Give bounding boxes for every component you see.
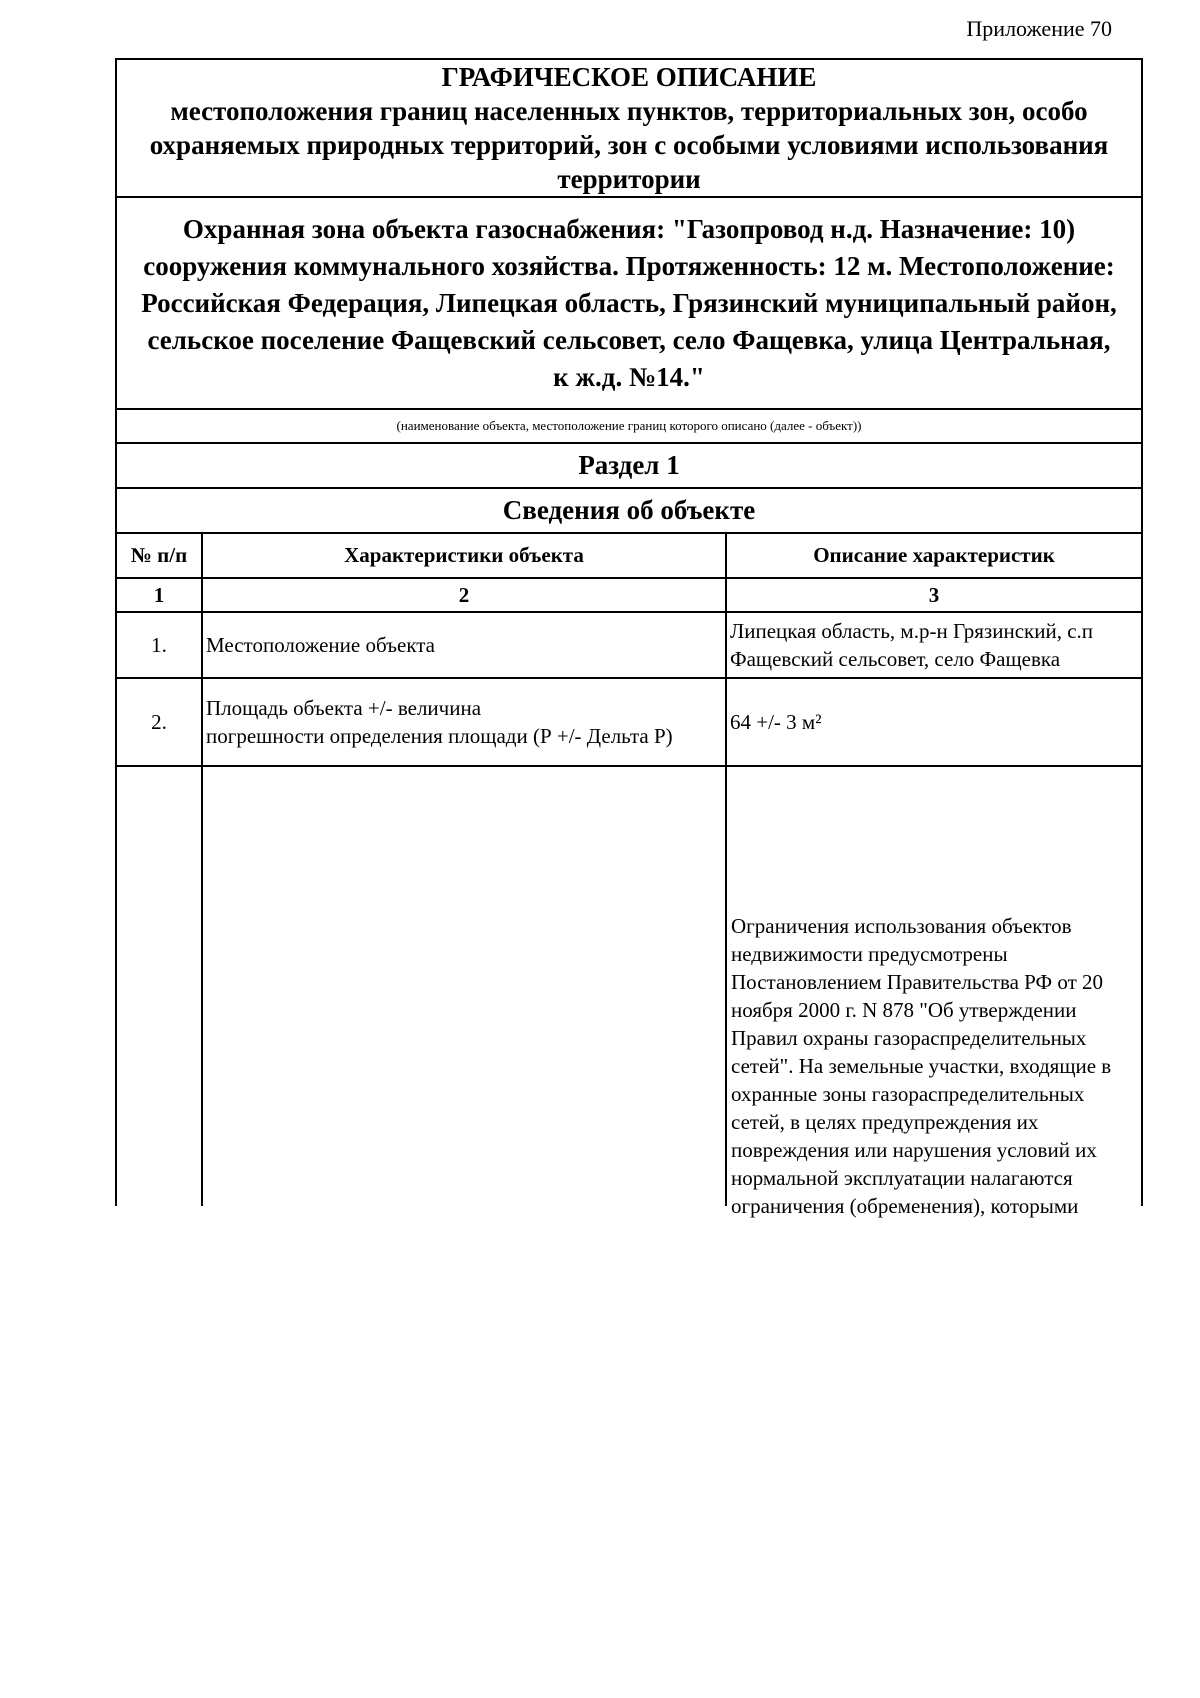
row-characteristic: Площадь объекта +/- величина погрешности определения площади (Р +/- Дельта Р)	[202, 678, 726, 766]
title-block	[116, 59, 1142, 197]
row-characteristic	[202, 766, 726, 1206]
row-description: Липецкая область, м.р-н Грязинский, с.п Фащевский сельсовет, село Фащевка	[726, 612, 1142, 678]
column-header-number: № п/п	[116, 533, 202, 578]
row-index: 2.	[116, 678, 202, 766]
column-number-row	[116, 578, 1142, 612]
column-header-characteristic: Характеристики объекта	[202, 533, 726, 578]
section-title: Сведения об объекте	[116, 488, 1142, 533]
row-description: 64 +/- 3 м²	[726, 678, 1142, 766]
column-number: 2	[202, 578, 726, 612]
column-number: 3	[726, 578, 1142, 612]
row-description: Ограничения использования объектов недвижимости предусмотрены Постановлением Правительства РФ от 20 ноября 2000 г. N 878 "Об утверждении Правил охраны газораспределительных сетей". На земельные участки, входящие в охранные зоны газораспределительных сетей, в целях предупреждения их повреждения или нарушения условий их нормальной эксплуатации налагаются ограничения (обременения), которыми	[731, 914, 1112, 1218]
row-description-cell	[726, 766, 1142, 1218]
appendix-label: Приложение 70	[966, 16, 1112, 41]
column-number: 1	[116, 578, 202, 612]
row-index: 1.	[116, 612, 202, 678]
object-caption: (наименование объекта, местоположение границ которого описано (далее - объект))	[116, 409, 1142, 443]
document-table	[115, 58, 1143, 1218]
row-characteristic: Местоположение объекта	[202, 612, 726, 678]
object-name: Охранная зона объекта газоснабжения: "Газопровод н.д. Назначение: 10) сооружения коммунального хозяйства. Протяженность: 12 м. Местоположение: Российская Федерация, Липецкая область, Грязинский муниципальный район, сельское поселение Фащевский сельсовет, село Фащевка, улица Центральная, к ж.д. №14."	[116, 197, 1142, 409]
document-subtitle: местоположения границ населенных пунктов, территориальных зон, особо охраняемых природных территорий, зон с особыми условиями использования территории	[149, 96, 1109, 194]
document-title: ГРАФИЧЕСКОЕ ОПИСАНИЕ	[441, 62, 817, 92]
section-label: Раздел 1	[116, 443, 1142, 488]
table-row	[116, 678, 1142, 766]
row-index	[116, 766, 202, 1206]
column-header-description: Описание характеристик	[726, 533, 1142, 578]
table-row	[116, 612, 1142, 678]
table-row	[116, 766, 1142, 1206]
table-header-row	[116, 533, 1142, 578]
